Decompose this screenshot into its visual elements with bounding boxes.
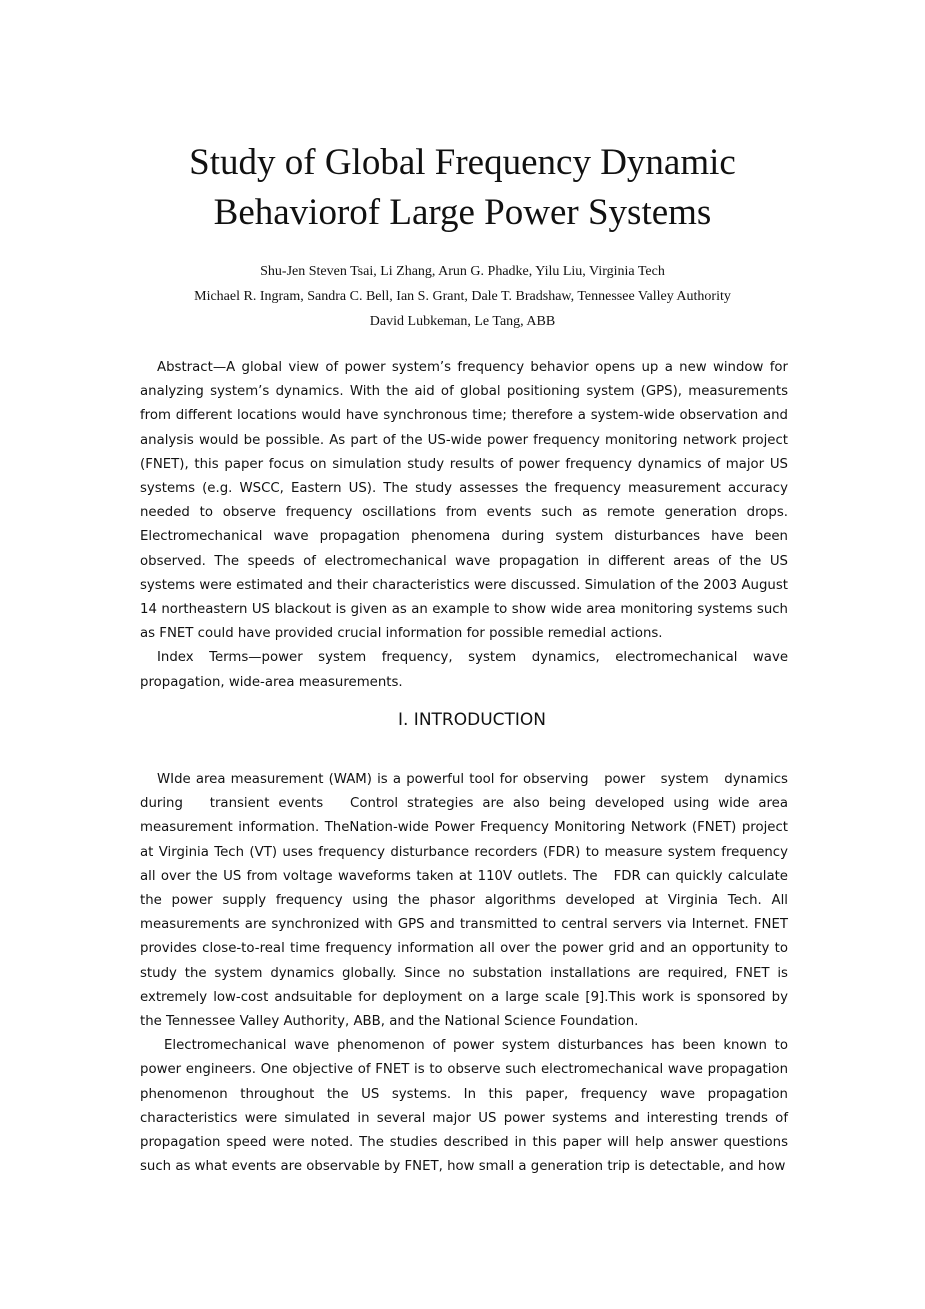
title-line-2: Behaviorof Large Power Systems (213, 192, 712, 233)
author-line: David Lubkeman, Le Tang, ABB (369, 314, 556, 329)
paper-title (100, 138, 825, 238)
author-line: Michael R. Ingram, Sandra C. Bell, Ian S. Grant, Dale T. Bradshaw, Tennessee Valley Authority (194, 289, 731, 304)
intro-paragraph-2: Electromechanical wave phenomenon of power system disturbances has been known to power engineers. One objective of FNET is to observe such electromechanical wave propagation phenomenon throughout the US systems. In this paper, frequency wave propagation characteristics were simulated in several major US power systems and interesting trends of propagation speed were noted. The studies described in this paper will help answer questions such as what events are observable by FNET, how small a generation trip is detectable, and how (140, 1038, 788, 1175)
abstract-block (140, 356, 788, 695)
section-heading-introduction: I. INTRODUCTION (397, 710, 547, 730)
author-line: Shu-Jen Steven Tsai, Li Zhang, Arun G. Phadke, Yilu Liu, Virginia Tech (260, 264, 665, 279)
intro-paragraph-1: WIde area measurement (WAM) is a powerful tool for observing power system dynamics during transient events Control strategies are also being developed using wide area measurement information. TheNation-wide Power Frequency Monitoring Network (FNET) project at Virginia Tech (VT) uses frequency disturbance recorders (FDR) to measure system frequency all over the US from voltage waveforms taken at 110V outlets. The FDR can quickly calculate the power supply frequency using the phasor algorithms developed at Virginia Tech. All measurements are synchronized with GPS and transmitted to central servers via Internet. FNET provides close-to-real time frequency information all over the power grid and an opportunity to study the system dynamics globally. Since no substation installations are required, FNET is extremely low-cost andsuitable for deployment on a large scale [9].This work is sponsored by the Tennessee Valley Authority, ABB, and the National Science Foundation. (140, 772, 788, 1030)
abstract-paragraph: Abstract—A global view of power system’s frequency behavior opens up a new window for analyzing system’s dynamics. With the aid of global positioning system (GPS), measurements from different locations would have synchronous time; therefore a system-wide observation and analysis would be possible. As part of the US-wide power frequency monitoring network project (FNET), this paper focus on simulation study results of power frequency dynamics of major US systems (e.g. WSCC, Eastern US). The study assesses the frequency measurement accuracy needed to observe frequency oscillations from events such as remote generation drops. Electromechanical wave propagation phenomena during system disturbances have been observed. The speeds of electromechanical wave propagation in different areas of the US systems were estimated and their characteristics were discussed. Simulation of the 2003 August 14 northeastern US blackout is given as an example to show wide area monitoring systems such as FNET could have provided crucial information for possible remedial actions. (140, 360, 788, 642)
title-line-1: Study of Global Frequency Dynamic (189, 142, 736, 183)
index-terms-paragraph: Index Terms—power system frequency, system dynamics, electromechanical wave propagation, wide-area measurements. (140, 650, 788, 690)
author-list (100, 259, 825, 334)
introduction-body (140, 768, 788, 1179)
